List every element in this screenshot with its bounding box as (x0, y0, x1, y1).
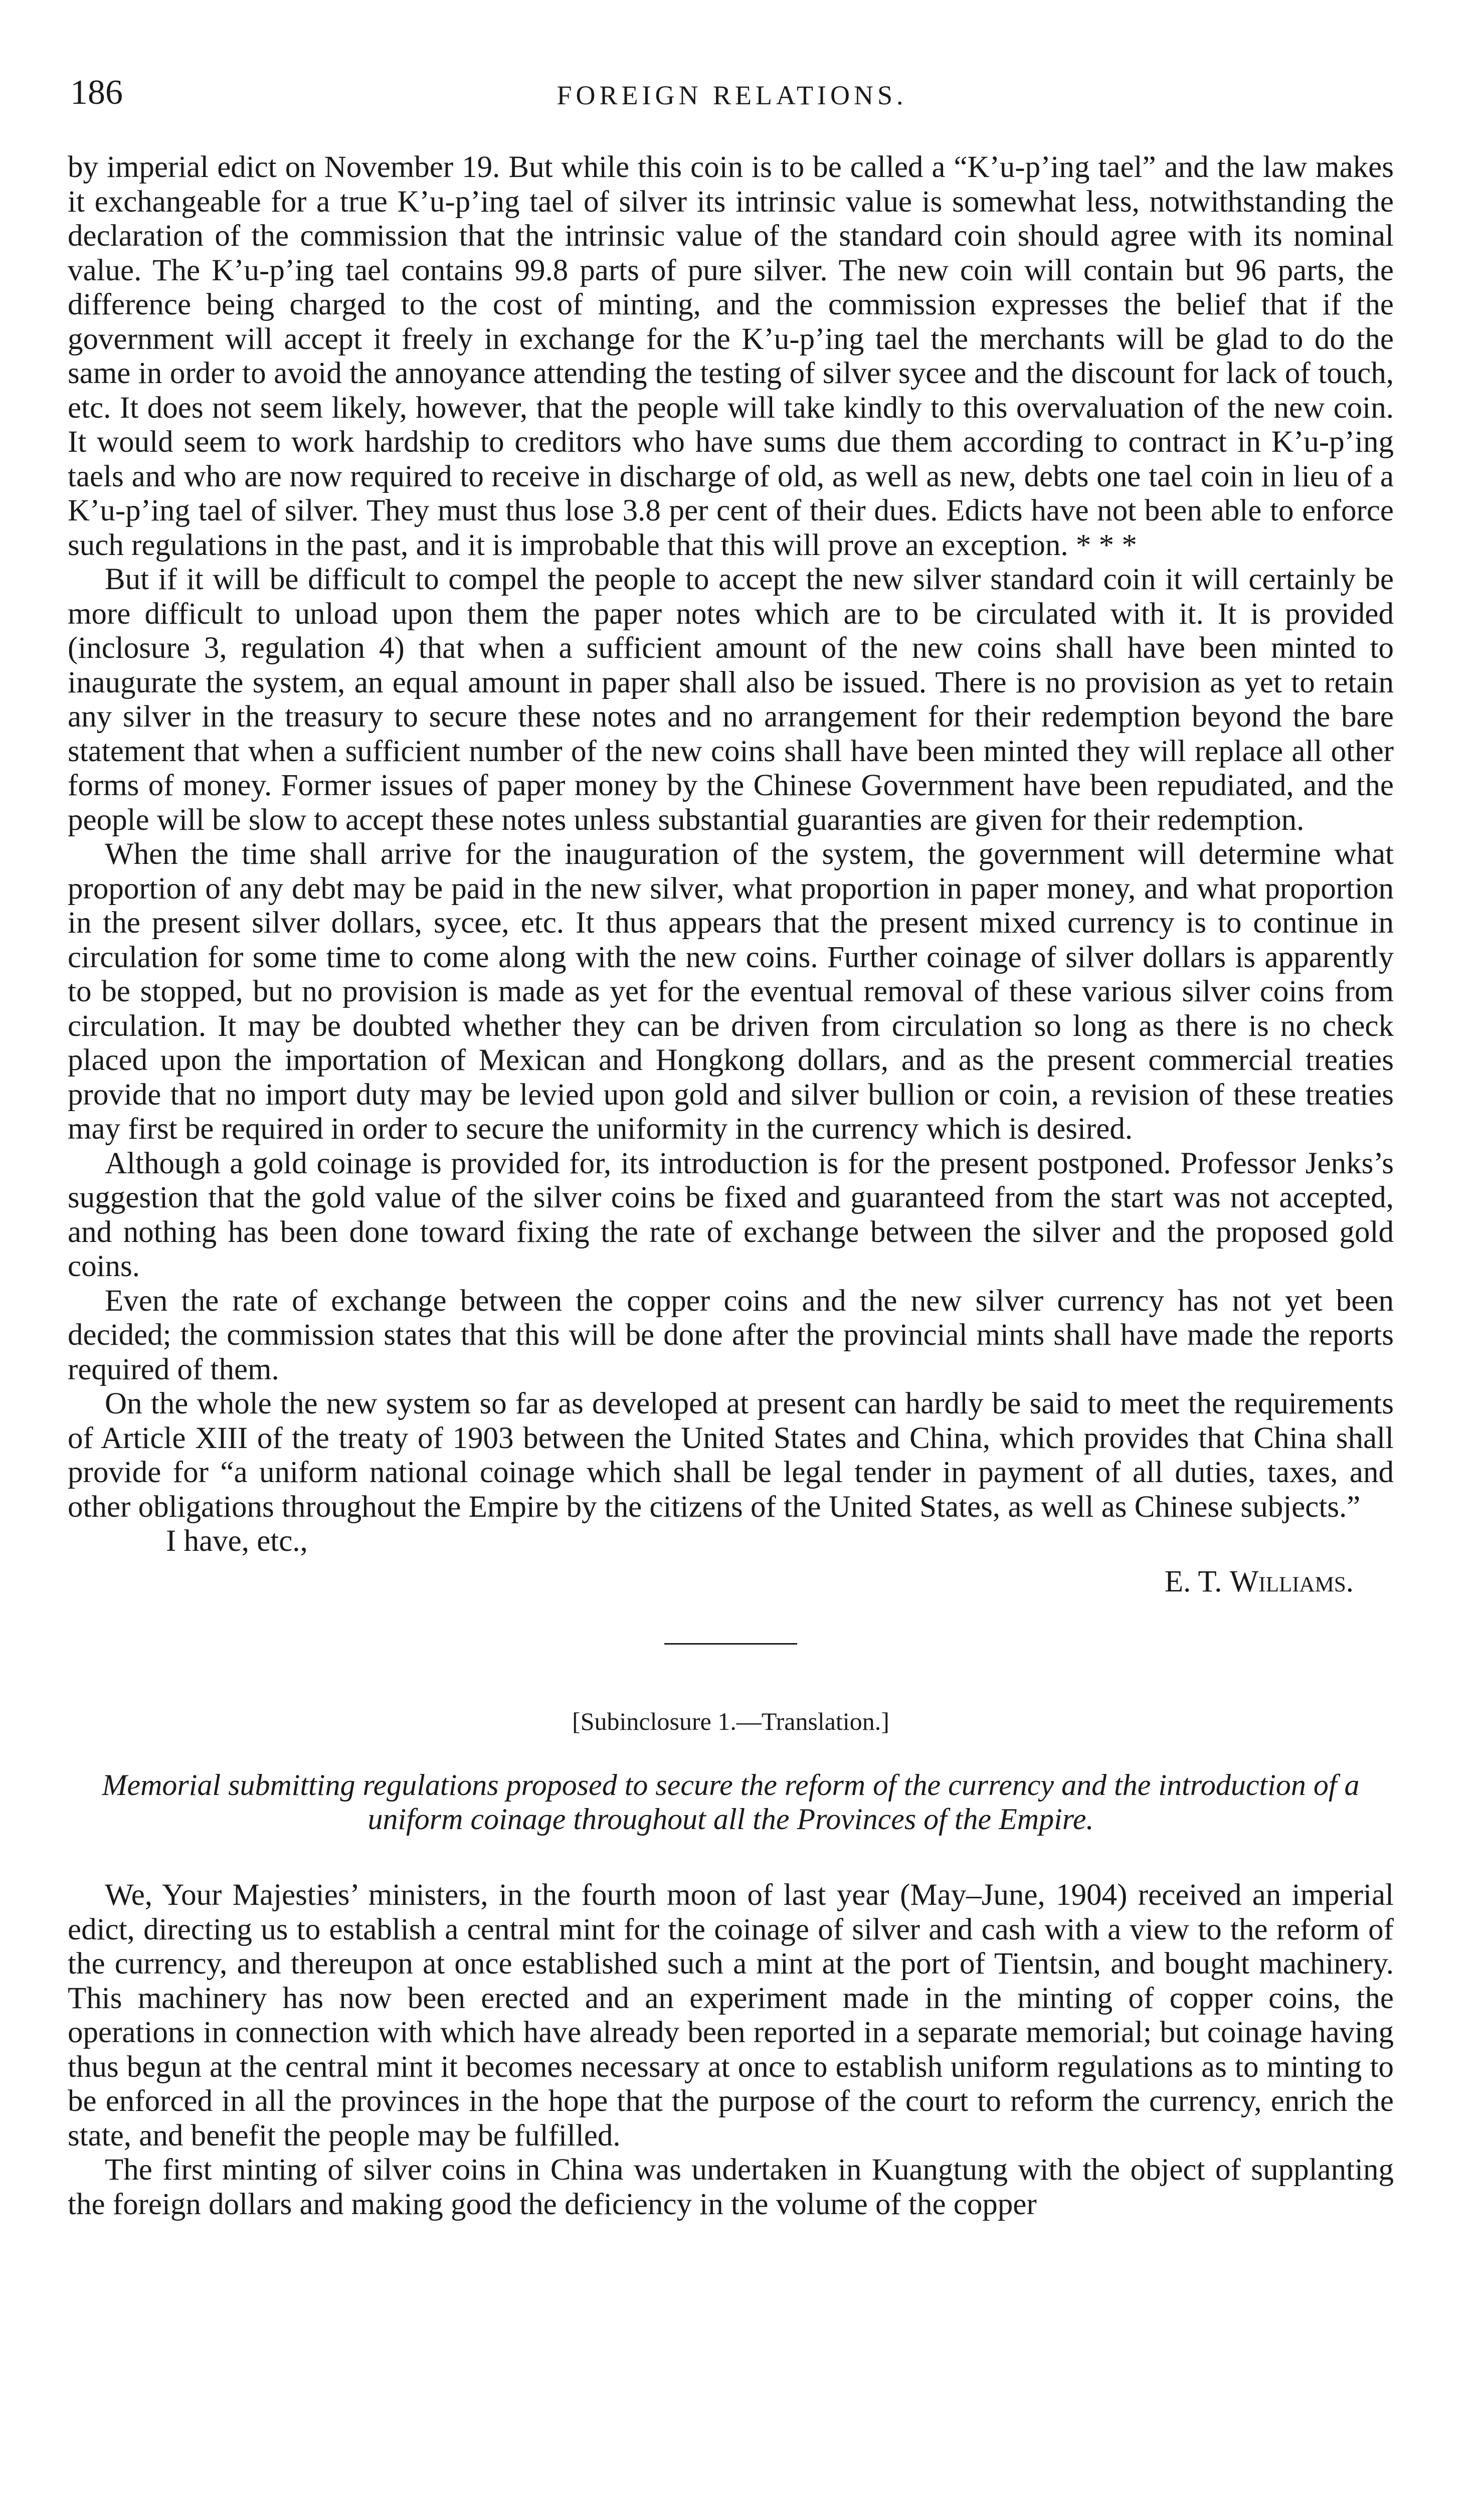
page-header (70, 70, 1394, 120)
signature (68, 1565, 1354, 1599)
body-paragraph: by imperial edict on November 19. But while this coin is to be called a “K’u-p’ing tael” and the law makes it exchangeable for a true K’u-p’ing tael of silver its intrinsic value is somewhat less, notwithstanding the declaration of the commission that the intrinsic value of the standard coin should agree with its nominal value. The K’u-p’ing tael contains 99.8 parts of pure silver. The new coin will contain but 96 parts, the difference being charged to the cost of minting, and the commission expresses the belief that if the government will accept it freely in exchange for the K’u-p’ing tael the merchants will be glad to do the same in order to avoid the annoyance attending the testing of silver sycee and the discount for lack of touch, etc. It does not seem likely, however, that the people will take kindly to this overvaluation of the new coin. It would seem to work hardship to creditors who have sums due them according to contract in K’u-p’ing taels and who are now required to receive in discharge of old, as well as new, debts one tael coin in lieu of a K’u-p’ing tael of silver. They must thus lose 3.8 per cent of their dues. Edicts have not been able to enforce such regulations in the past, and it is improbable that this will prove an exception. * * * (68, 150, 1394, 562)
page-body (68, 150, 1394, 2222)
body-paragraph: Even the rate of exchange between the copper coins and the new silver currency has not yet been decided; the commission states that this will be done after the provincial mints shall have made the reports required of them. (68, 1284, 1394, 1386)
signature-surname: Williams. (1229, 1564, 1354, 1598)
subinclosure-heading: [Subinclosure 1.—Translation.] (572, 1707, 889, 1735)
body-paragraph: On the whole the new system so far as developed at present can hardly be said to meet the requirements of Article XIII of the treaty of 1903 between the United States and China, which provides that China shall provide for “a uniform national coinage which shall be legal tender in payment of all duties, taxes, and other obligations throughout the Empire by the citizens of the United States, as well as Chinese subjects.” (68, 1387, 1394, 1524)
closing-line: I have, etc., (166, 1524, 308, 1558)
spacer (68, 1836, 1394, 1878)
body-paragraph: Although a gold coinage is provided for, its introduction is for the present postponed. Professor Jenks’s suggestion that the gold value of the silver coins be fixed and guaranteed from the start was not accepted, and nothing has been done toward fixing the rate of exchange between the silver and the proposed gold coins. (68, 1146, 1394, 1283)
memorial-paragraph: We, Your Majesties’ ministers, in the fourth moon of last year (May–June, 1904) received an imperial edict, directing us to establish a central mint for the coinage of silver and cash with a view to the reform of the currency, and thereupon at once established such a mint at the port of Tientsin, and bought machinery. This machinery has now been erected and an experiment made in the minting of copper coins, the operations in connection with which have already been reported in a separate memorial; but coinage having thus begun at the central mint it becomes necessary at once to establish uniform regulations as to minting to be enforced in all the provinces in the hope that the purpose of the court to reform the currency, enrich the state, and benefit the people may be fulfilled. (68, 1878, 1394, 2153)
memorial-paragraph: The first minting of silver coins in China was undertaken in Kuangtung with the object of supplanting the foreign dollars and making good the deficiency in the volume of the copper (68, 2153, 1394, 2221)
section-divider (664, 1643, 797, 1645)
running-head: FOREIGN RELATIONS. (556, 80, 907, 110)
body-paragraph: When the time shall arrive for the inauguration of the system, the government will determine what proportion of any debt may be paid in the new silver, what proportion in paper money, and what proportion in the present silver dollars, sycee, etc. It thus appears that the present mixed currency is to continue in circulation for some time to come along with the new coins. Further coinage of silver dollars is apparently to be stopped, but no provision is made as yet for the eventual removal of these various silver coins from circulation. It may be doubted whether they can be driven from circulation so long as there is no check placed upon the importation of Mexican and Hongkong dollars, and as the present commercial treaties provide that no import duty may be levied upon gold and silver bullion or coin, a revision of these treaties may first be required in order to secure the uniformity in the currency which is desired. (68, 837, 1394, 1146)
body-paragraph: But if it will be difficult to compel the people to accept the new silver standard coin it will certainly be more difficult to unload upon them the paper notes which are to be circulated with it. It is provided (inclosure 3, regulation 4) that when a sufficient amount of the new coins shall have been minted to inaugurate the system, an equal amount in paper shall also be issued. There is no provision as yet to retain any silver in the treasury to secure these notes and no arrangement for their redemption beyond the bare statement that when a sufficient number of the new coins shall have been minted they will replace all other forms of money. Former issues of paper money by the Chinese Government have been repudiated, and the people will be slow to accept these notes unless substantial guaranties are given for their redemption. (68, 563, 1394, 837)
signature-initials: E. T. (1164, 1564, 1230, 1598)
page-number: 186 (70, 73, 123, 112)
memorial-title: Memorial submitting regulations proposed to secure the reform of the currency and the introduction of a uniform coinage throughout all the Provinces of the Empire. (102, 1768, 1360, 1836)
